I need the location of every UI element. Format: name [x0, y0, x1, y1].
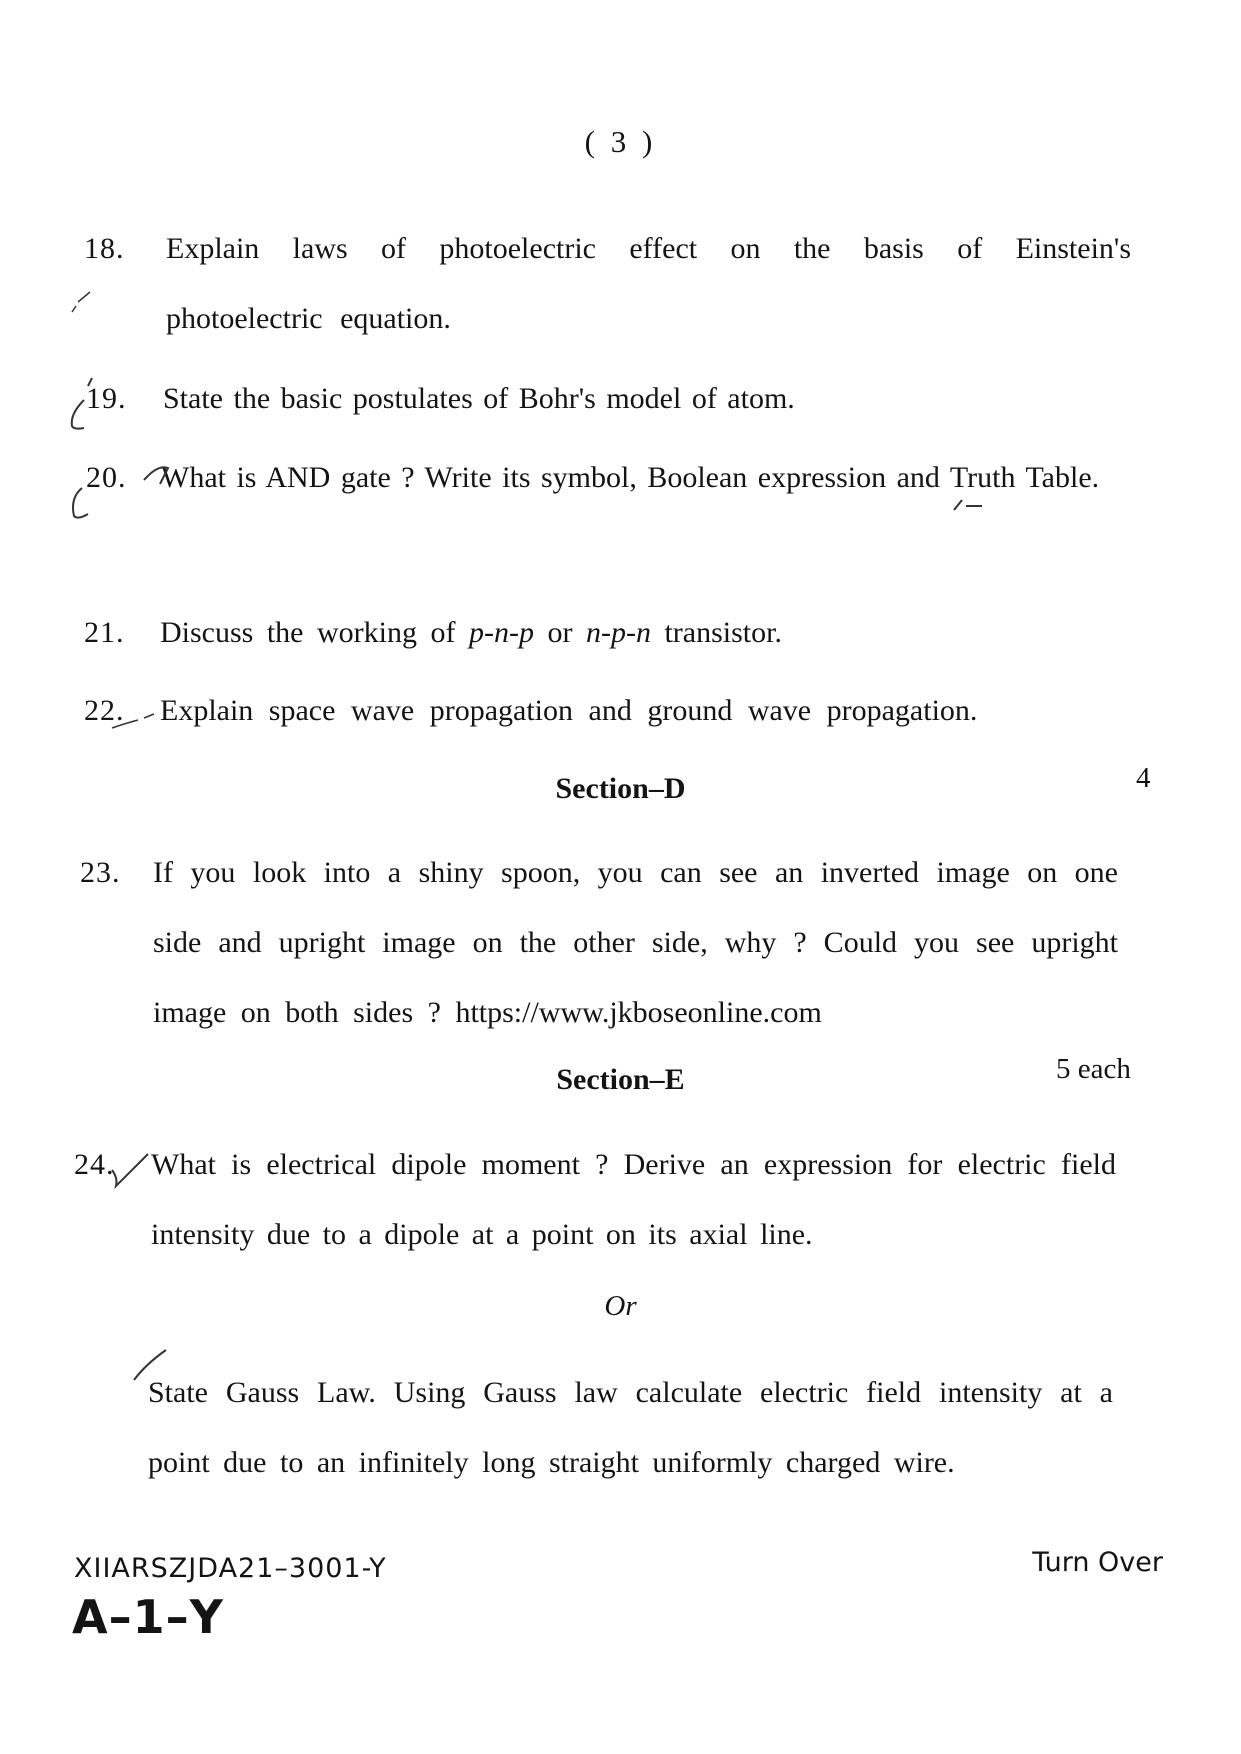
- paper-code: XIIARSZJDA21–3001-Y: [74, 1553, 387, 1584]
- section-d-title: Section–D: [555, 772, 686, 805]
- or-label: Or: [604, 1290, 637, 1322]
- term-pnp: p-n-p: [468, 616, 534, 649]
- question-number: 18.: [84, 232, 125, 265]
- question-19: [0, 364, 1241, 434]
- question-number: 19.: [86, 382, 127, 415]
- text-mid: or: [533, 616, 586, 649]
- term-npn: n-p-n: [585, 616, 651, 649]
- question-text: [160, 598, 1125, 668]
- question-text: What is AND gate ? Write its symbol, Boolean expression and Truth Table.: [161, 461, 1100, 494]
- question-18: [0, 214, 1241, 354]
- question-text: Explain laws of photoelectric effect on the basis of Einstein's photoelectric equation.: [166, 232, 1131, 335]
- section-e-title: Section–E: [556, 1063, 685, 1096]
- text-after: transistor.: [650, 616, 782, 649]
- question-23: [0, 838, 1241, 1048]
- page-number: ( 3 ): [584, 124, 657, 159]
- question-number: 22.: [84, 694, 125, 727]
- question-22: [0, 676, 1241, 746]
- question-text: State the basic postulates of Bohr's model of atom.: [163, 382, 795, 415]
- text-before: Discuss the working of: [160, 616, 469, 649]
- paper-series: A–1–Y: [72, 1590, 224, 1644]
- question-number: 21.: [84, 616, 125, 649]
- section-d-marks: 4: [1136, 762, 1151, 794]
- question-24-alternative: State Gauss Law. Using Gauss law calculate electric field intensity at a point due to an infinitely long straight uniformly charged wire.: [148, 1376, 1113, 1479]
- section-e-marks: 5 each: [1056, 1053, 1131, 1085]
- question-24: [0, 1130, 1241, 1270]
- question-20: [0, 443, 1241, 583]
- question-number: 23.: [80, 856, 121, 889]
- question-number: 20.: [86, 461, 127, 494]
- turn-over-label: Turn Over: [1032, 1547, 1163, 1578]
- question-text: Explain space wave propagation and ground wave propagation.: [160, 694, 978, 727]
- question-text: What is electrical dipole moment ? Derive an expression for electric field intensity due to a dipole at a point on its axial line.: [151, 1148, 1116, 1251]
- question-21: [0, 598, 1241, 668]
- question-number: 24.: [74, 1148, 115, 1181]
- question-text: If you look into a shiny spoon, you can see an inverted image on one side and upright image on the other side, why ? Could you see upright image on both sides ? https://www.jkboseonline.com: [153, 856, 1118, 1029]
